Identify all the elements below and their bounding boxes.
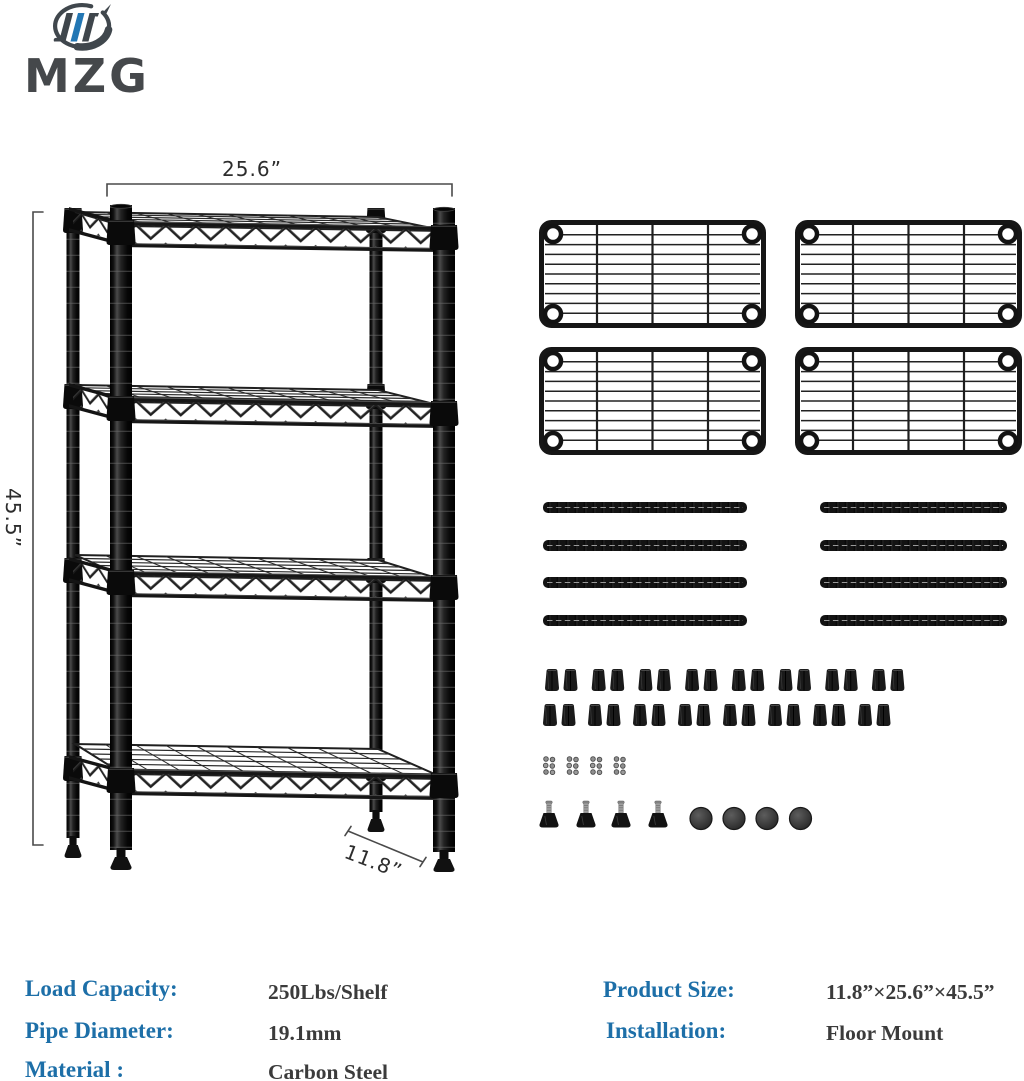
leveling-foot-part <box>611 801 630 828</box>
pole-pipe-part <box>820 502 1007 513</box>
mzg-logo-emblem-icon <box>54 4 111 47</box>
spec-label-pipe-diameter: Pipe Diameter: <box>25 1018 174 1043</box>
unit-leveling-foot <box>433 850 454 872</box>
sleeve-clip <box>545 669 559 691</box>
screw-set <box>567 757 578 775</box>
pole-collar <box>107 570 136 595</box>
sleeve-clip <box>588 704 602 726</box>
sleeve-clip <box>797 669 811 691</box>
spec-value-installation: Floor Mount <box>826 1021 944 1045</box>
brand-wordmark: MZG <box>24 49 150 103</box>
pole-pipe-part <box>820 577 1007 588</box>
width-dimension-label: 25.6” <box>222 157 282 181</box>
shelf-unit-illustration <box>63 204 459 872</box>
shelf-unit-pole <box>110 204 132 850</box>
screw-set <box>590 757 601 775</box>
sleeve-clip <box>543 704 557 726</box>
sleeve-clip <box>652 704 666 726</box>
spec-value-material: Carbon Steel <box>268 1060 389 1081</box>
spec-label-material: Material : <box>25 1057 124 1081</box>
pole-collar <box>107 220 136 245</box>
unit-leveling-foot <box>368 810 385 832</box>
pole-collar <box>430 773 459 798</box>
pole-pipe-part <box>543 577 747 588</box>
pole-pipe-part <box>543 615 747 626</box>
pole-collar <box>430 401 459 426</box>
sleeve-clip <box>633 704 647 726</box>
sleeve-clip <box>607 704 621 726</box>
pole-pipe-part <box>820 540 1007 551</box>
wire-shelf-panel <box>798 223 1020 326</box>
unit-leveling-foot <box>110 848 131 870</box>
sleeve-clip <box>844 669 858 691</box>
sleeve-clip <box>678 704 692 726</box>
sleeve-clip <box>732 669 746 691</box>
sleeve-clip <box>813 704 827 726</box>
sleeve-clip <box>564 669 578 691</box>
pole-pipe-part <box>820 615 1007 626</box>
sleeve-clip <box>723 704 737 726</box>
width-dimension-line <box>107 184 452 196</box>
spec-label-product-size: Product Size: <box>603 977 735 1002</box>
pole-collar <box>430 225 459 250</box>
sleeve-clip <box>825 669 839 691</box>
wire-shelf-panel <box>542 223 764 326</box>
parts-diagram <box>539 223 1019 830</box>
height-dimension-label: 45.5” <box>1 488 25 548</box>
pole-pipe-part <box>543 502 747 513</box>
mzg-logo <box>24 4 150 103</box>
spec-value-pipe-diameter: 19.1mm <box>268 1021 342 1045</box>
spec-label-installation: Installation: <box>606 1018 727 1043</box>
pole-pipe-part <box>543 540 747 551</box>
screw-set <box>543 757 554 775</box>
sleeve-clip <box>638 669 652 691</box>
leveling-foot-part <box>539 801 558 828</box>
sleeve-clip <box>704 669 718 691</box>
screw-set <box>614 757 625 775</box>
sleeve-clip <box>592 669 606 691</box>
spec-label-load-capacity: Load Capacity: <box>25 976 178 1001</box>
shelf-unit-pole <box>370 215 383 812</box>
sleeve-clip <box>890 669 904 691</box>
pole-collar <box>430 575 459 600</box>
sleeve-clip <box>832 704 846 726</box>
end-cap <box>690 808 712 830</box>
wire-shelf-panel <box>542 350 764 453</box>
depth-dimension-label: 11.8” <box>341 839 406 884</box>
sleeve-clip <box>610 669 624 691</box>
unit-leveling-foot <box>65 836 82 858</box>
sleeve-clip <box>768 704 782 726</box>
end-cap <box>723 808 745 830</box>
spec-value-product-size: 11.8”×25.6”×45.5” <box>826 980 995 1004</box>
sleeve-clip <box>872 669 886 691</box>
sleeve-clip <box>657 669 671 691</box>
sleeve-clip <box>858 704 872 726</box>
sleeve-clip <box>685 669 699 691</box>
sleeve-clip <box>750 669 764 691</box>
end-cap <box>756 808 778 830</box>
sleeve-clip <box>877 704 891 726</box>
sleeve-clip <box>787 704 801 726</box>
leveling-foot-part <box>576 801 595 828</box>
shelf-unit-pole <box>433 207 455 852</box>
pole-collar <box>107 396 136 421</box>
leveling-foot-part <box>648 801 667 828</box>
height-dimension-line <box>33 212 43 845</box>
sleeve-clip <box>779 669 793 691</box>
sleeve-clip <box>562 704 576 726</box>
pole-collar <box>107 768 136 793</box>
sleeve-clip <box>742 704 756 726</box>
end-cap <box>790 808 812 830</box>
wire-shelf-panel <box>798 350 1020 453</box>
sleeve-clip <box>697 704 711 726</box>
spec-value-load-capacity: 250Lbs/Shelf <box>268 980 388 1004</box>
